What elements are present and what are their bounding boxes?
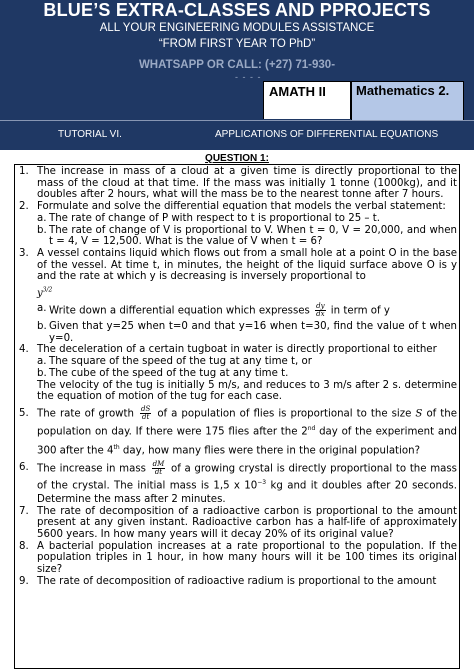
contact-line: WHATSAPP OR CALL: (+27) 71-930- bbox=[138, 59, 336, 71]
question-number: 9. bbox=[19, 575, 29, 587]
question-number: 3. bbox=[19, 247, 29, 259]
question-box bbox=[14, 164, 460, 669]
question-text: day of the experiment and 300 after the 4 bbox=[37, 426, 457, 457]
ordinal-suffix: th bbox=[113, 443, 120, 451]
question-item-4 bbox=[19, 344, 457, 403]
question-text: kg and it doubles after 20 seconds. Determine the mass after 2 minutes. bbox=[37, 480, 457, 505]
question-text: The increase in mass of a cloud at a given time is directly proportional to the mass of the cloud at that time. If the mass was initially 1 tonne (1000kg), and it doubles after 2 hours, what will the mass be to the nearest tonne after 7 hours. bbox=[37, 166, 457, 201]
fraction-denominator: dt bbox=[154, 468, 163, 477]
fraction-denominator: dx bbox=[316, 310, 325, 319]
fraction bbox=[140, 406, 151, 421]
band-divider bbox=[0, 120, 474, 121]
sub-question-text: The cube of the speed of the tug at any time t. bbox=[49, 367, 289, 379]
question-number: 5. bbox=[19, 407, 29, 419]
fraction-numerator: dS bbox=[141, 404, 151, 413]
sub-question-text: The square of the speed of the tug at any time t, or bbox=[49, 356, 312, 368]
fraction bbox=[315, 303, 325, 318]
fraction-denominator: dt bbox=[141, 412, 150, 421]
y-exponent-denominator: 2 bbox=[48, 287, 53, 295]
sub-question-text: Given that y=25 when t=0 and that y=16 when t=30, find the value of t when y=0. bbox=[49, 321, 457, 344]
question-item-2 bbox=[19, 201, 457, 248]
question-number: 6. bbox=[19, 462, 29, 474]
question-text: The velocity of the tug is initially 5 m/s, and reduces to 3 m/s after 2 s. determine the equation of motion of the tug for each case. bbox=[37, 379, 457, 403]
sub-question-letter: a. bbox=[37, 303, 47, 315]
question-title-row bbox=[0, 153, 474, 164]
sub-question-text: Write down a differential equation which expresses bbox=[49, 305, 310, 317]
sub-question-letter: b. bbox=[37, 321, 47, 333]
sub-question bbox=[37, 368, 457, 380]
question-text: of a population of flies is proportional to the size bbox=[157, 408, 412, 420]
question-text: of a growing crystal is directly proportional to the mass of the crystal. The initial mass is 1,5 x 10 bbox=[37, 463, 457, 492]
brand-subtitle: ALL YOUR ENGINEERING MODULES ASSISTANCE bbox=[99, 22, 375, 34]
sub-question bbox=[37, 213, 457, 225]
fraction-numerator: dM bbox=[152, 460, 165, 469]
question-item-9 bbox=[19, 576, 457, 588]
tutorial-label: TUTORIAL VI. bbox=[58, 129, 122, 140]
contact-tail: - - - - bbox=[235, 72, 262, 82]
brand-title: BLUE’S EXTRA-CLASSES AND PPROJECTS bbox=[43, 0, 431, 20]
question-text: The deceleration of a certain tugboat in water is directly proportional to either bbox=[37, 344, 437, 356]
y-power: $y^{3/2}$ bbox=[37, 287, 53, 300]
variable: S bbox=[415, 408, 423, 420]
question-item-5 bbox=[19, 406, 457, 458]
fraction bbox=[152, 461, 166, 476]
sub-question bbox=[37, 303, 457, 318]
question-number: 2. bbox=[19, 201, 29, 213]
module-code: AMATH II bbox=[263, 81, 351, 119]
sub-question-text: The rate of change of P with respect to t is proportional to 25 – t. bbox=[49, 212, 380, 224]
question-item-8 bbox=[19, 541, 457, 576]
question-text: The increase in mass bbox=[37, 463, 146, 475]
question-text: A bacterial population increases at a rate proportional to the population. If the population triples in 1 hour, in how many hours will it be 100 times its original size? bbox=[37, 540, 457, 576]
question-item-6 bbox=[19, 461, 457, 505]
question-text: Formulate and solve the differential equation that models the verbal statement: bbox=[37, 201, 446, 213]
question-text: A vessel contains liquid which flows out from a small hole at a point O in the base of the vessel. At time t, in minutes, the height of the liquid surface above O is y and the rate at which y is decreasing is inversely proportional to bbox=[37, 247, 457, 283]
question-number: 7. bbox=[19, 505, 29, 517]
sub-question-letter: b. bbox=[37, 367, 47, 379]
sub-question-letter: a. bbox=[37, 212, 47, 224]
question-title: QUESTION 1: bbox=[205, 153, 269, 164]
topic-label: APPLICATIONS OF DIFFERENTIAL EQUATIONS bbox=[215, 129, 439, 140]
sub-question-letter: a. bbox=[37, 356, 47, 368]
question-text: The rate of decomposition of a radioactive carbon is proportional to the amount present at any given instant. Radioactive carbon has a half-life of approximately 5600 years. In how many years will it decay 20% of its original value? bbox=[37, 505, 457, 541]
question-number: 4. bbox=[19, 344, 29, 356]
sub-question bbox=[37, 356, 457, 368]
sub-question-letter: b. bbox=[37, 224, 47, 236]
brand-motto: “FROM FIRST YEAR TO PhD” bbox=[158, 38, 316, 50]
question-item-7 bbox=[19, 506, 457, 541]
question-number: 1. bbox=[19, 166, 29, 177]
y-base: y bbox=[37, 288, 43, 300]
header-banner bbox=[0, 0, 474, 120]
y-exponent-numerator: 3 bbox=[42, 287, 47, 295]
question-text: The rate of decomposition of radioactive radium is proportional to the amount bbox=[37, 575, 437, 587]
question-text: of the population on day. If there were 175 flies after the 2 bbox=[37, 408, 457, 438]
ordinal-suffix: nd bbox=[307, 425, 316, 433]
question-text: day, how many flies were there in the original population? bbox=[122, 445, 420, 457]
math-expression bbox=[37, 283, 457, 303]
sub-question bbox=[37, 321, 457, 344]
sub-question-text: in term of y bbox=[330, 305, 390, 317]
sub-question-text: The rate of change of V is proportional to V. When t = 0, V = 20,000, and when t = 4, V = 12,500. What is the value of V when t = 6? bbox=[49, 224, 457, 248]
sub-question bbox=[37, 225, 457, 248]
question-number: 8. bbox=[19, 540, 29, 552]
question-item-1 bbox=[19, 166, 457, 201]
question-list bbox=[19, 166, 457, 588]
topic-band bbox=[0, 120, 474, 150]
exponent: −3 bbox=[257, 479, 267, 487]
question-text: The rate of growth bbox=[37, 408, 134, 420]
fraction-numerator: dy bbox=[316, 302, 325, 311]
module-name: Mathematics 2. bbox=[351, 81, 464, 120]
question-item-3 bbox=[19, 248, 457, 345]
